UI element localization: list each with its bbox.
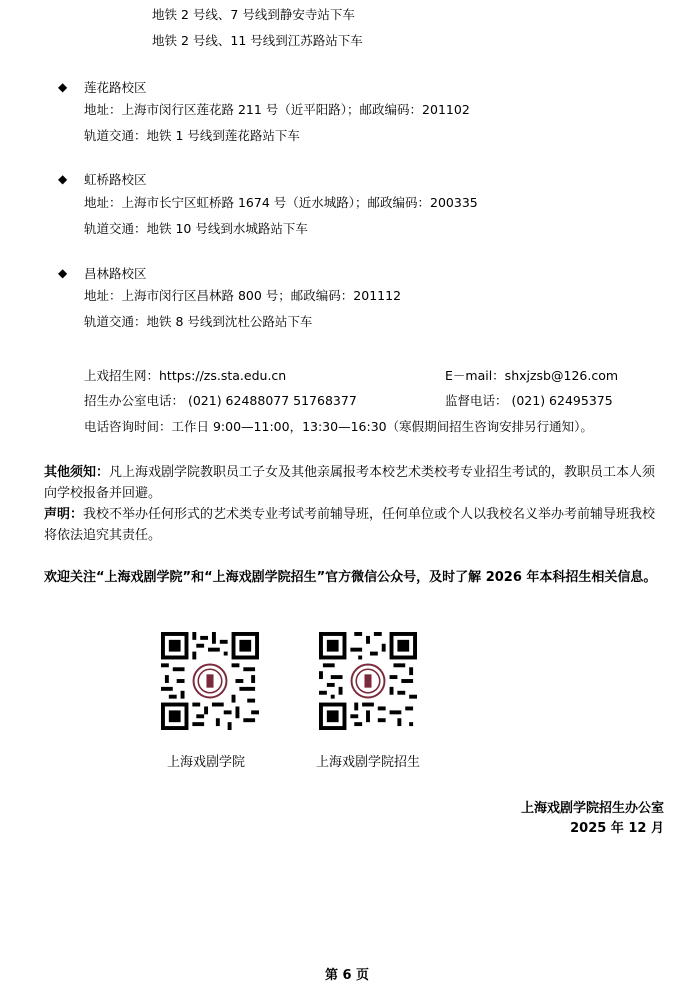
admissions-website: 上戏招生网：https://zs.sta.edu.cn (84, 368, 287, 383)
transit-line: 地铁 2 号线、11 号线到江苏路站下车 (152, 33, 363, 48)
campus-transit: 轨道交通：地铁 8 号线到沈杜公路站下车 (84, 314, 313, 329)
statement-label: 声明： (44, 507, 84, 522)
campus-address: 地址：上海市长宁区虹桥路 1674 号（近水城路）；邮政编码：200335 (84, 195, 478, 210)
office-phone: 招生办公室电话： (021) 62488077 51768377 (84, 393, 357, 408)
qr-code-icon (161, 632, 259, 730)
qr-code-icon (319, 632, 417, 730)
statement-text: 我校不举办任何形式的艺术类专业考试考前辅导班，任何单位或个人以我校名义举办考前辅导班我校将依法追究其责任。 (44, 507, 656, 543)
admissions-email: E－mail：shxjzsb@126.com (445, 368, 619, 383)
follow-wechat-text: 欢迎关注“上海戏剧学院”和“上海戏剧学院招生”官方微信公众号，及时了解 2026 年本科招生相关信息。 (44, 570, 657, 585)
page-number: 第 6 页 (324, 968, 370, 983)
supervision-phone: 监督电话： (021) 62495375 (445, 393, 613, 408)
campus-address: 地址：上海市闵行区莲花路 211 号（近平阳路）；邮政编码：201102 (84, 102, 470, 117)
campus-transit: 轨道交通：地铁 10 号线到水城路站下车 (84, 221, 308, 236)
diamond-bullet-icon: ◆ (58, 266, 68, 280)
qr-caption: 上海戏剧学院招生 (316, 755, 421, 770)
campus-name: 虹桥路校区 (84, 172, 147, 187)
campus-address: 地址：上海市闵行区昌林路 800 号；邮政编码：201112 (84, 288, 402, 303)
other-notice-label: 其他须知： (44, 465, 110, 480)
other-notice (44, 462, 666, 504)
other-notice-text: 凡上海戏剧学院教职员工子女及其他亲属报考本校艺术类校考专业招生考试的，教职员工本人须向学校报备并回避。 (44, 465, 656, 501)
issuing-office: 上海戏剧学院招生办公室 (520, 801, 664, 816)
campus-name: 莲花路校区 (84, 80, 147, 95)
campus-name: 昌林路校区 (84, 266, 147, 281)
qr-caption: 上海戏剧学院 (167, 755, 246, 770)
issue-date: 2025 年 12 月 (570, 821, 664, 836)
transit-line: 地铁 2 号线、7 号线到静安寺站下车 (152, 7, 355, 22)
consultation-hours: 电话咨询时间：工作日 9:00—11:00，13:30—16:30（寒假期间招生咨询安排另行通知）。 (84, 419, 593, 434)
diamond-bullet-icon: ◆ (58, 80, 68, 94)
campus-transit: 轨道交通：地铁 1 号线到莲花路站下车 (84, 128, 300, 143)
statement (44, 504, 666, 546)
diamond-bullet-icon: ◆ (58, 172, 68, 186)
